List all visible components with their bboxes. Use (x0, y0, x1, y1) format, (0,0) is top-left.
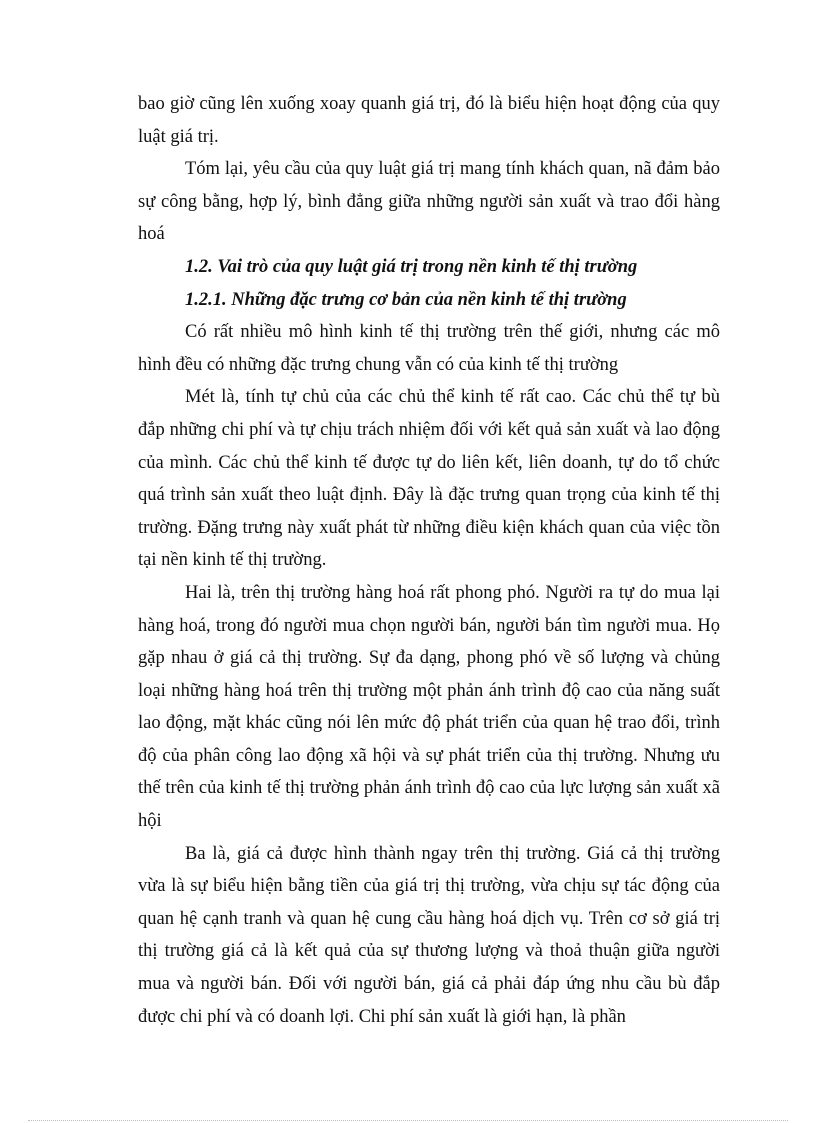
section-heading-1-2: 1.2. Vai trò của quy luật giá trị trong nền kinh tế thị trường (185, 256, 638, 277)
paragraph-intro: Có rất nhiều mô hình kinh tế thị trường trên thế giới, nhưng các mô hình đều có những đặc trưng chung vẫn có của kinh tế thị trường (138, 322, 720, 375)
paragraph-continuation: bao giờ cũng lên xuống xoay quanh giá trị, đó là biểu hiện hoạt động của quy luật giá trị. (138, 94, 720, 147)
page-bottom-divider (28, 1120, 788, 1121)
paragraph-summary: Tóm lại, yêu cầu của quy luật giá trị mang tính khách quan, nã đảm bảo sự công bằng, hợp lý, bình đẳng giữa những người sản xuất và trao đổi hàng hoá (138, 159, 720, 245)
paragraph-first-feature: Mét là, tính tự chủ của các chủ thể kinh tế rất cao. Các chủ thể tự bù đắp những chi phí và tự chịu trách nhiệm đối với kết quả sản xuất và lao động của mình. Các chủ thể kinh tế được tự do liên kết, liên doanh, tự do tổ chức quá trình sản xuất theo luật định. Đây là đặc trưng quan trọng của kinh tế thị trường. Đặng trưng này xuất phát từ những điều kiện khách quan của việc tồn tại nền kinh tế thị trường. (138, 387, 720, 571)
paragraph-second-feature: Hai là, trên thị trường hàng hoá rất phong phó. Người ra tự do mua lại hàng hoá, trong đó người mua chọn người bán, người bán tìm người mua. Họ gặp nhau ở giá cả thị trường. Sự đa dạng, phong phó về số lượng và chủng loại những hàng hoá trên thị trường một phản ánh trình độ cao của năng suất lao động, mặt khác cũng nói lên mức độ phát triển của quan hệ trao đổi, trình độ của phân công lao động xã hội và sự phát triển của thị trường. Nhưng ưu thế trên của kinh tế thị trường phản ánh trình độ cao của lực lượng sản xuất xã hội (138, 582, 720, 832)
paragraph-third-feature: Ba là, giá cả được hình thành ngay trên thị trường. Giá cả thị trường vừa là sự biểu hiện bằng tiền của giá trị thị trường, vừa chịu sự tác động của quan hệ cạnh tranh và quan hệ cung cầu hàng hoá dịch vụ. Trên cơ sở giá trị thị trường giá cả là kết quả của sự thương lượng và thoả thuận giữa người mua và người bán. Đối với người bán, giá cả phải đáp ứng nhu cầu bù đắp được chi phí và có doanh lợi. Chi phí sản xuất là giới hạn, là phần (138, 843, 720, 1027)
document-body (138, 88, 720, 1033)
section-heading-1-2-1: 1.2.1. Những đặc trưng cơ bản của nền kinh tế thị trường (185, 289, 627, 310)
